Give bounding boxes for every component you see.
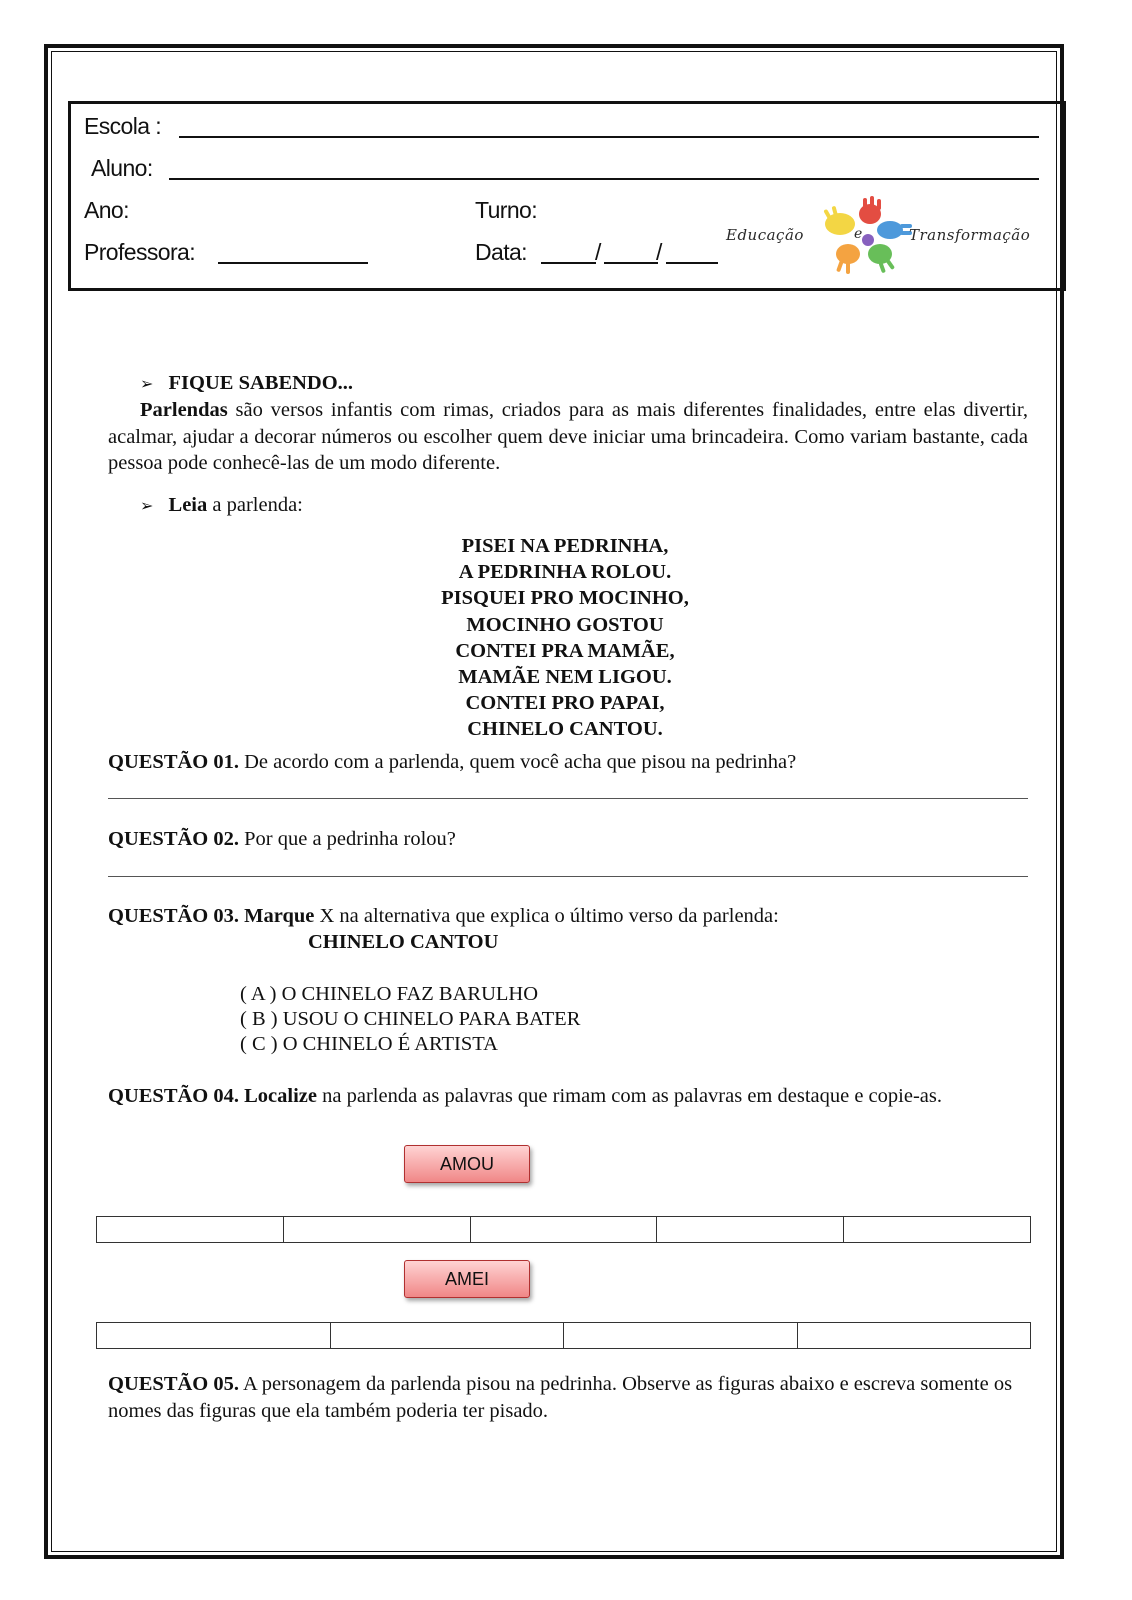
date-separator: / (656, 239, 662, 265)
data-label: Data: (475, 239, 527, 265)
q3-verse: CHINELO CANTOU (308, 931, 499, 953)
question-05 (108, 1371, 1028, 1424)
question-text: X na alternativa que explica o último verso da parlenda: (314, 905, 779, 927)
answer-cell[interactable] (471, 1217, 658, 1242)
q3-option-a[interactable]: ( A ) O CHINELO FAZ BARULHO (240, 983, 539, 1005)
answer-cell[interactable] (798, 1323, 1031, 1348)
answer-cell[interactable] (657, 1217, 844, 1242)
question-text: na parlenda as palavras que rimam com as palavras em destaque e copie-as. (317, 1085, 942, 1107)
poem-line: PISEI NA PEDRINHA, (461, 535, 669, 557)
arrow-bullet-icon: ➢ (140, 374, 154, 393)
poem-line: CONTEI PRA MAMÃE, (455, 639, 675, 662)
poem-line: PISQUEI PRO MOCINHO, (441, 587, 689, 610)
question-text: De acordo com a parlenda, quem você acha que pisou na pedrinha? (239, 751, 797, 773)
poem-line: MAMÃE NEM LIGOU. (458, 666, 672, 689)
reading-verb: Leia (168, 494, 208, 516)
question-verb: Marque (239, 905, 315, 927)
aluno-label: Aluno: (91, 155, 153, 181)
intro-text: são versos infantis com rimas, criados para as mais diferentes finalidades, entre elas divertir, acalmar, ajudar a decorar números ou escolher quem deve iniciar uma brincadeira. Como variam bastante, cada pessoa pode conhecê-las de um modo diferente. (108, 399, 1028, 474)
reading-instruction (140, 494, 303, 517)
question-label: QUESTÃO 03. (108, 905, 239, 927)
section-heading: FIQUE SABENDO... (168, 372, 354, 394)
question-01 (108, 751, 796, 774)
q1-answer-line[interactable] (108, 798, 1028, 799)
turno-label: Turno: (475, 197, 538, 223)
poem-line: CONTEI PRO PAPAI, (465, 692, 665, 715)
q3-option-b[interactable]: ( B ) USOU O CHINELO PARA BATER (240, 1008, 581, 1030)
question-verb: Localize (239, 1085, 317, 1107)
highlight-word-amou: AMOU (404, 1145, 530, 1183)
answer-cell[interactable] (97, 1217, 284, 1242)
date-separator: / (595, 239, 601, 265)
logo-word-right: Transformação (909, 226, 1031, 244)
intro-term: Parlendas (140, 399, 228, 421)
q3-option-c[interactable]: ( C ) O CHINELO É ARTISTA (240, 1033, 498, 1055)
section-fique-sabendo (140, 372, 353, 395)
poem-line: A PEDRINHA ROLOU. (458, 561, 672, 584)
question-label: QUESTÃO 02. (108, 828, 239, 850)
question-label: QUESTÃO 05. (108, 1373, 239, 1395)
q2-answer-line[interactable] (108, 876, 1028, 877)
intro-paragraph (108, 397, 1028, 477)
answer-cell[interactable] (331, 1323, 565, 1348)
question-text: Por que a pedrinha rolou? (239, 828, 456, 850)
question-04 (108, 1083, 1028, 1110)
poem-line: MOCINHO GOSTOU (466, 613, 664, 636)
ano-label: Ano: (84, 197, 129, 223)
highlight-word-amei: AMEI (404, 1260, 530, 1298)
question-03 (108, 905, 779, 928)
question-label: QUESTÃO 01. (108, 751, 239, 773)
logo-word-middle: e (854, 226, 863, 242)
answer-cell[interactable] (564, 1323, 798, 1348)
arrow-bullet-icon: ➢ (140, 496, 154, 515)
escola-label: Escola : (84, 113, 162, 139)
answer-grid-amei (96, 1322, 1031, 1349)
answer-grid-amou (96, 1216, 1031, 1243)
professora-label: Professora: (84, 239, 196, 265)
reading-rest: a parlenda: (207, 494, 303, 516)
answer-cell[interactable] (844, 1217, 1030, 1242)
logo-word-left: Educação (726, 226, 804, 244)
answer-cell[interactable] (97, 1323, 331, 1348)
question-02 (108, 828, 456, 851)
question-text: A personagem da parlenda pisou na pedrinha. Observe as figuras abaixo e escreva somente os nomes das figuras que ela também poderia ter pisado. (108, 1373, 1013, 1422)
poem-line: CHINELO CANTOU. (467, 718, 663, 741)
parlenda-poem (300, 533, 830, 743)
question-label: QUESTÃO 04. (108, 1085, 239, 1107)
answer-cell[interactable] (284, 1217, 471, 1242)
